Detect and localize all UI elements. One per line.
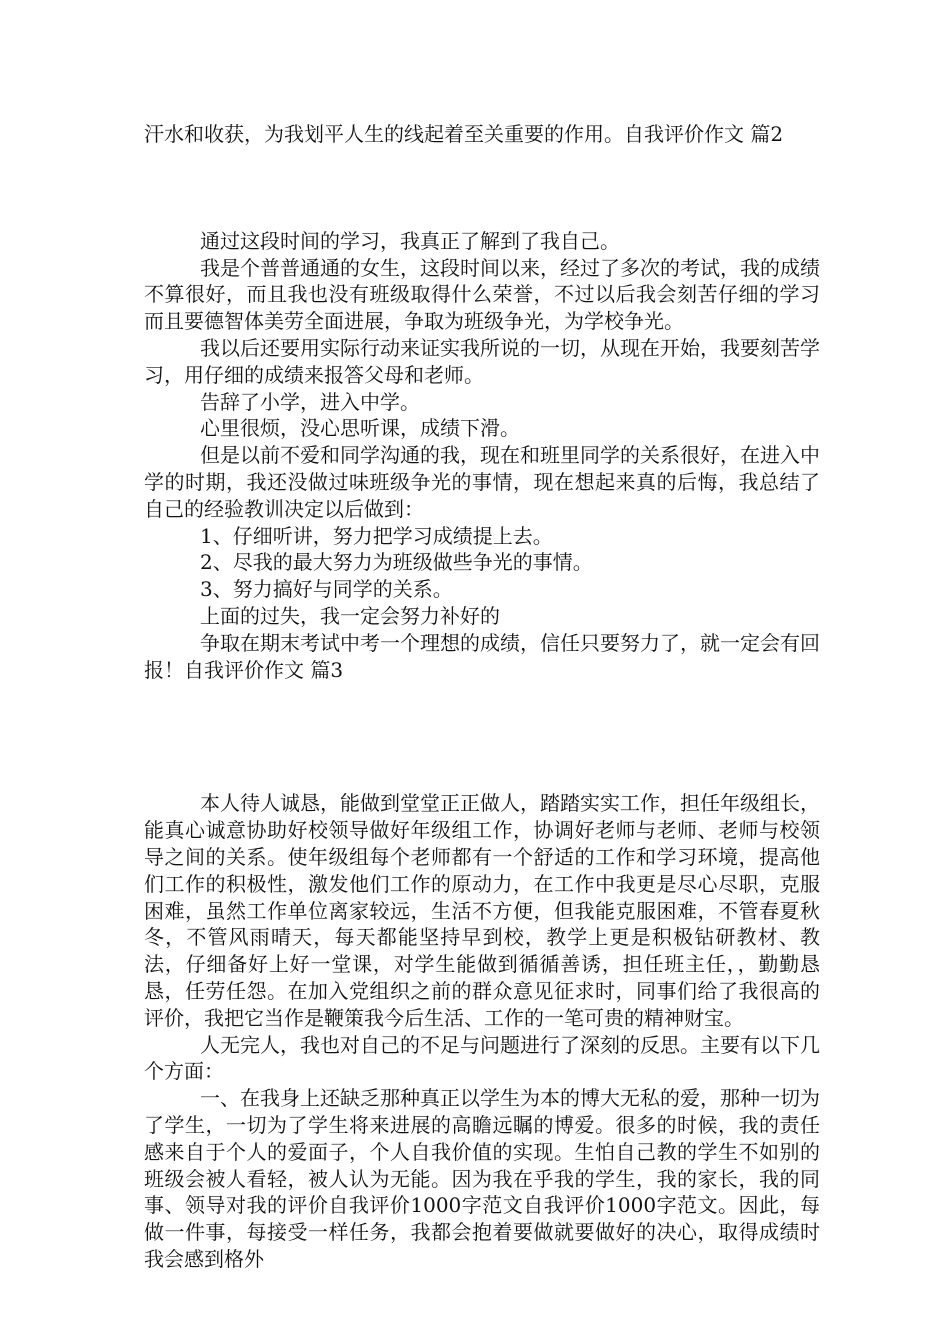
list-item: 1、仔细听讲，努力把学习成绩提上去。: [200, 523, 553, 548]
paragraph: 我是个普普通通的女生，这段时间以来，经过了多次的考试，我的成绩不算很好，而且我也没有班级取得什么荣誉，不过以后我会刻苦仔细的学习而且要德智体美劳全面进展，争取为班级争光，为学校争光。: [144, 255, 820, 334]
list-item: 3、努力搞好与同学的关系。: [200, 577, 453, 602]
paragraph: 一、在我身上还缺乏那种真正以学生为本的博大无私的爱，那种一切为了学生，一切为了学生将来进展的高瞻远瞩的博爱。很多的时候，我的责任感来自于个人的爱面子，个人自我价值的实现。生怕自己教的学生不如别的班级会被人看轻，被人认为无能。因为我在乎我的学生，我的家长，我的同事、领导对我的评价自我评价1000字范文自我评价1000字范文。因此，每做一件事，每接受一样任务，我都会抱着要做就要做好的决心，取得成绩时我会感到格外: [144, 1086, 820, 1271]
paragraph: 本人待人诚恳，能做到堂堂正正做人，踏踏实实工作，担任年级组长，能真心诚意协助好校领导做好年级组工作，协调好老师与老师、老师与校领导之间的关系。使年级组每个老师都有一个舒适的工作和学习环境，提高他们工作的积极性，激发他们工作的原动力，在工作中我更是尽心尽职，克服困难，虽然工作单位离家较远，生活不方便，但我能克服困难，不管春夏秋冬，不管风雨晴天，每天都能坚持早到校，教学上更是积极钻研教材、教法，仔细备好上好一堂课，对学生能做到循循善诱，担任班主任，，勤勤恳恳，任劳任怨。在加入党组织之前的群众意见征求时，同事们给了我很高的评价，我把它当作是鞭策我今后生活、工作的一笔可贵的精神财宝。: [144, 791, 820, 1030]
paragraph: 心里很烦，没心思听课，成绩下滑。: [200, 416, 520, 441]
paragraph: 但是以前不爱和同学沟通的我，现在和班里同学的关系很好，在进入中学的时期，我还没做过味班级争光的事情，现在想起来真的后悔，我总结了自己的经验教训决定以后做到：: [144, 443, 820, 521]
paragraph: 争取在期末考试中考一个理想的成绩，信任只要努力了，就一定会有回报！自我评价作文 篇3: [144, 630, 820, 682]
paragraph: 人无完人，我也对自己的不足与问题进行了深刻的反思。主要有以下几个方面：: [144, 1032, 820, 1084]
paragraph: 我以后还要用实际行动来证实我所说的一切，从现在开始，我要刻苦学习，用仔细的成绩来报答父母和老师。: [144, 335, 820, 387]
section-gap: [144, 148, 820, 228]
paragraph-intro-tail: 汗水和收获，为我划平人生的线起着至关重要的作用。自我评价作文 篇2: [144, 122, 784, 146]
document-body: [144, 121, 820, 1273]
section-gap: [144, 683, 820, 790]
paragraph: 通过这段时间的学习，我真正了解到了我自己。: [200, 228, 620, 253]
list-item: 2、尽我的最大努力为班级做些争光的事情。: [200, 550, 593, 575]
paragraph: 告辞了小学，进入中学。: [200, 389, 420, 414]
paragraph: 上面的过失，我一定会努力补好的: [200, 603, 500, 628]
